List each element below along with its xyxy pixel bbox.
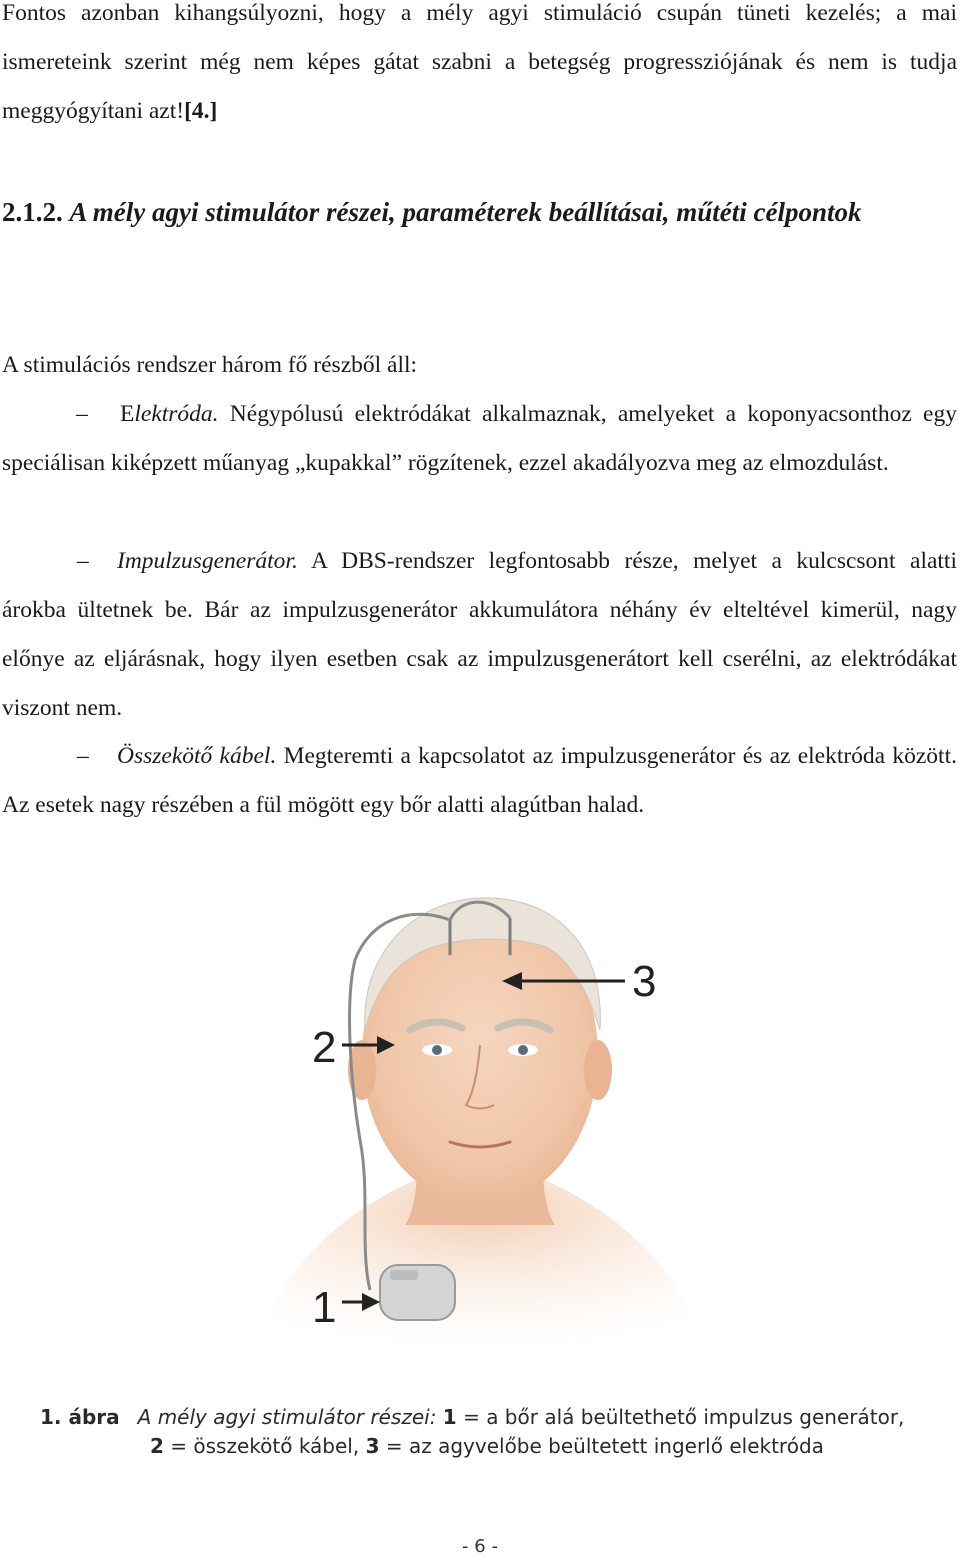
item-term: Impulzusgenerátor.	[117, 548, 298, 574]
intro-text: Fontos azonban kihangsúlyozni, hogy a mély agyi stimuláció csupán tüneti kezelés; a mai ismereteink szerint még nem képes gátat szabni a betegség progressziójának és nem is tudja meggyógyítani azt!	[2, 0, 957, 124]
intro-paragraph	[2, 0, 957, 136]
section-title: A mély agyi stimulátor részei, paraméterek beállításai, műtéti célpontok	[69, 197, 862, 227]
list-dash: –	[77, 743, 89, 769]
figure-caption	[40, 1403, 940, 1461]
list-item	[2, 732, 957, 830]
item-text: A DBS-rendszer legfontosabb része, melyet a kulcscsont alatti árokba ültetnek be. Bár az impulzusgenerátor akkumulátora néhány év elteltével kimerül, nagy előnye az eljárásnak, hogy ilyen esetben csak az impulzusgenerátort kell cserélni, az elektródákat viszont nem.	[2, 548, 957, 721]
lead-paragraph	[2, 341, 957, 390]
caption-n3: 3	[365, 1434, 380, 1458]
list-dash: –	[77, 548, 89, 574]
callout-2-label: 2	[312, 1023, 337, 1072]
item-text: Négypólusú elektródákat alkalmaznak, amelyeket a koponyacsonthoz egy speciálisan kiképzett műanyag „kupakkal” rögzítenek, ezzel akadályozva meg az elmozdulást.	[2, 401, 957, 476]
caption-n1: 1	[442, 1405, 457, 1429]
caption-line-1	[40, 1403, 940, 1432]
item-text: Megteremti a kapcsolatot az impulzusgenerátor és az elektróda között. Az esetek nagy részében a fül mögött egy bőr alatti alagútban halad.	[2, 743, 957, 818]
citation: [4.]	[184, 98, 218, 124]
caption-line-2	[40, 1432, 940, 1461]
item-term: lektróda.	[134, 401, 219, 427]
section-number: 2.1.2.	[2, 197, 63, 227]
dbs-illustration	[240, 880, 720, 1350]
caption-lead: A mély agyi stimulátor részei:	[137, 1405, 437, 1429]
caption-n2: 2	[150, 1434, 164, 1458]
item-term: Összekötő kábel.	[117, 743, 277, 769]
page-number: - 6 -	[462, 1536, 498, 1557]
list-dash: –	[76, 401, 88, 427]
caption-label: 1. ábra	[40, 1405, 120, 1429]
caption-t1: = a bőr alá beültethető impulzus generátor,	[456, 1405, 905, 1429]
item-term-prefix: E	[120, 401, 135, 427]
lead-text: A stimulációs rendszer három fő részből áll:	[2, 352, 418, 378]
section-heading	[2, 186, 957, 238]
caption-t2: = összekötő kábel,	[163, 1434, 366, 1458]
list-item	[2, 537, 957, 733]
list-item	[2, 390, 957, 488]
caption-t3: = az agyvelőbe beültetett ingerlő elektróda	[379, 1434, 824, 1458]
callout-1-label: 1	[312, 1283, 337, 1332]
callout-3-label: 3	[632, 957, 657, 1006]
